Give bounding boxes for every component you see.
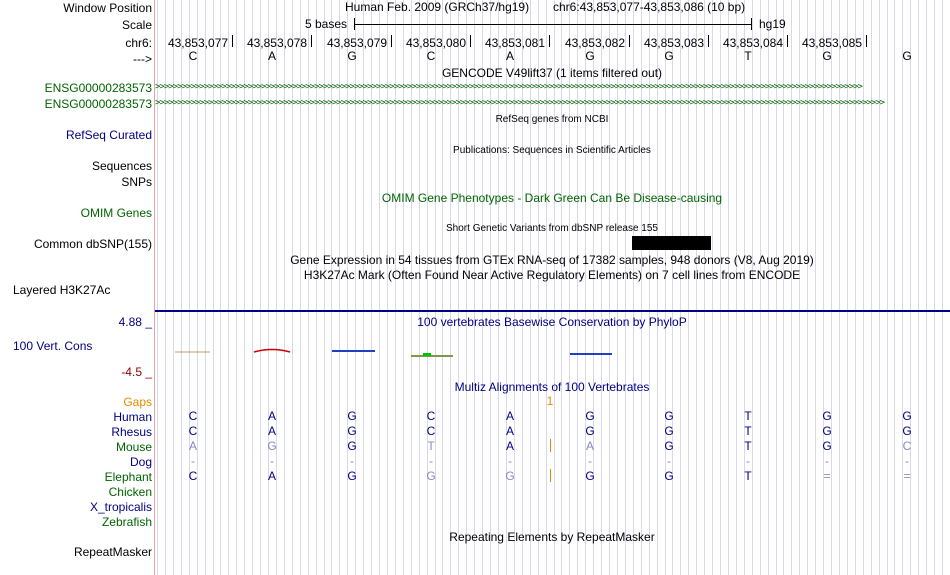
alignment-base-human: G	[822, 409, 832, 423]
alignment-base-mouse: A	[188, 439, 198, 453]
alignment-base-rhesus: G	[585, 424, 595, 438]
base-letter: A	[505, 49, 515, 63]
gencode-label-1[interactable]: ENSG00000283573	[44, 81, 152, 95]
species-xtropicalis-label: X_tropicalis	[89, 500, 152, 514]
cons-max-label: 4.88 _	[118, 315, 152, 329]
position-tick-label: 43,853,085	[801, 36, 862, 50]
alignment-base-rhesus: T	[744, 424, 752, 438]
sequences-label[interactable]: Sequences	[91, 159, 152, 173]
alignment-base-elephant: =	[823, 469, 831, 483]
refseq-track-title: RefSeq genes from NCBI	[495, 114, 609, 125]
scale-db: hg19	[759, 17, 786, 31]
position-tick-label: 43,853,082	[564, 36, 625, 50]
gencode-label-2[interactable]: ENSG00000283573	[44, 97, 152, 111]
dbsnp-variant-block[interactable]	[632, 236, 711, 250]
base-letter: G	[347, 49, 357, 63]
alignment-base-elephant: C	[188, 469, 198, 483]
species-rhesus-label: Rhesus	[111, 425, 152, 439]
position-tick-label: 43,853,078	[246, 36, 307, 50]
species-chicken-label: Chicken	[108, 485, 152, 499]
position-tick-label: 43,853,084	[722, 36, 783, 50]
base-letter: C	[188, 49, 198, 63]
chrom-label: chr6:	[125, 36, 152, 50]
cons-min-label: -4.5 _	[121, 365, 152, 379]
alignment-base-human: T	[744, 409, 752, 423]
scale-label: Scale	[121, 18, 152, 32]
species-mouse-label: Mouse	[115, 440, 152, 454]
repeatmasker-label[interactable]: RepeatMasker	[73, 545, 152, 559]
base-letter: T	[744, 49, 752, 63]
alignment-base-dog: -	[588, 454, 592, 468]
alignment-base-rhesus: G	[902, 424, 912, 438]
gencode-track-title: GENCODE V49lift37 (1 items filtered out)	[441, 66, 663, 80]
base-letter: A	[267, 49, 277, 63]
alignment-base-rhesus: G	[822, 424, 832, 438]
base-letter: G	[664, 49, 674, 63]
publications-track-title: Publications: Sequences in Scientific Articles	[453, 145, 651, 156]
alignment-base-elephant: T	[744, 469, 752, 483]
alignment-base-mouse: A	[505, 439, 515, 453]
repeatmasker-track-title: Repeating Elements by RepeatMasker	[449, 530, 655, 544]
h3k27ac-label[interactable]: Layered H3K27Ac	[13, 283, 111, 297]
alignment-base-mouse: G	[822, 439, 832, 453]
cons-track-label[interactable]: 100 Vert. Cons	[13, 339, 93, 353]
position-tick	[311, 35, 312, 47]
alignment-base-rhesus: G	[347, 424, 357, 438]
alignment-base-human: A	[505, 409, 515, 423]
alignment-base-human: A	[267, 409, 277, 423]
alignment-base-dog: -	[191, 454, 195, 468]
alignment-base-rhesus: G	[664, 424, 674, 438]
position-tick	[232, 35, 233, 47]
dbsnp-label[interactable]: Common dbSNP(155)	[33, 237, 152, 251]
position-tick	[708, 35, 709, 47]
dbsnp-track-title: Short Genetic Variants from dbSNP release 155	[446, 223, 658, 234]
gap-count: 1	[546, 394, 554, 408]
alignment-base-human: C	[426, 409, 436, 423]
scale-bar	[354, 24, 751, 25]
gencode-transcript-2[interactable]: >>>>>>>>>>>>>>>>>>>>>>>>>>>>>>>>>>>>>>>>>>>>>>>>>>>>>>>>>>>>>>>>>>>>>>>>>>>>>>>>>>>>>>>>>>>>>>>>>>>>>>>>>>>>>>>>>>>>>>>>>>>>>>>>>>>>>>>>>>>>>>>>>>>>>>>>>>>>>>>>>>>>>	[155, 99, 885, 108]
alignment-base-elephant: G	[505, 469, 515, 483]
alignment-base-rhesus: A	[267, 424, 277, 438]
base-letter: G	[822, 49, 832, 63]
alignment-base-dog: -	[905, 454, 909, 468]
position-tick	[787, 35, 788, 47]
alignment-base-human: G	[585, 409, 595, 423]
alignment-base-elephant: G	[664, 469, 674, 483]
species-dog-label: Dog	[129, 455, 152, 469]
position-tick-label: 43,853,079	[326, 36, 387, 50]
position-tick	[549, 35, 550, 47]
scale-right-tick	[751, 18, 752, 30]
region-title: chr6:43,853,077-43,853,086 (10 bp)	[553, 0, 746, 14]
position-tick	[391, 35, 392, 47]
track-data-area[interactable]	[155, 0, 950, 575]
track-separator	[155, 310, 950, 312]
label-divider	[154, 0, 155, 575]
alignment-base-dog: -	[667, 454, 671, 468]
base-letter: G	[902, 49, 912, 63]
gap-marker-mouse	[550, 439, 551, 452]
phylop-conservation-plot[interactable]	[155, 340, 950, 365]
alignment-base-mouse: T	[427, 439, 435, 453]
alignment-base-mouse: T	[744, 439, 752, 453]
alignment-base-elephant: G	[585, 469, 595, 483]
alignment-base-human: G	[664, 409, 674, 423]
window-position-label: Window Position	[63, 1, 152, 15]
assembly-title: Human Feb. 2009 (GRCh37/hg19)	[345, 0, 530, 14]
alignment-base-dog: -	[746, 454, 750, 468]
position-tick	[629, 35, 630, 47]
omim-label[interactable]: OMIM Genes	[80, 206, 152, 220]
alignment-base-elephant: G	[426, 469, 436, 483]
h3k27ac-track-title: H3K27Ac Mark (Often Found Near Active Regulatory Elements) on 7 cell lines from ENCODE	[303, 268, 801, 282]
position-tick-label: 43,853,080	[405, 36, 466, 50]
base-letter: C	[426, 49, 436, 63]
alignment-base-mouse: A	[585, 439, 595, 453]
alignment-base-mouse: G	[267, 439, 277, 453]
alignment-base-dog: -	[429, 454, 433, 468]
alignment-base-dog: -	[270, 454, 274, 468]
alignment-base-elephant: =	[903, 469, 911, 483]
alignment-base-rhesus: C	[188, 424, 198, 438]
species-elephant-label: Elephant	[104, 470, 152, 484]
snps-label[interactable]: SNPs	[121, 175, 152, 189]
gtex-track-title: Gene Expression in 54 tissues from GTEx RNA-seq of 17382 samples, 948 donors (V8, Aug 2019)	[290, 253, 814, 267]
multiz-track-title: Multiz Alignments of 100 Vertebrates	[454, 380, 650, 394]
strand-label: --->	[133, 52, 152, 66]
gencode-transcript-1[interactable]: >>>>>>>>>>>>>>>>>>>>>>>>>>>>>>>>>>>>>>>>>>>>>>>>>>>>>>>>>>>>>>>>>>>>>>>>>>>>>>>>>>>>>>>>>>>>>>>>>>>>>>>>>>>>>>>>>>>>>>>>>>>>>>>>>>>>>>>>>>>>>>>>>>>>>>>>>>>>>>>>	[155, 83, 862, 92]
alignment-base-elephant: A	[267, 469, 277, 483]
position-tick-label: 43,853,077	[167, 36, 228, 50]
alignment-base-human: C	[188, 409, 198, 423]
alignment-base-dog: -	[825, 454, 829, 468]
alignment-base-dog: -	[508, 454, 512, 468]
alignment-base-mouse: G	[664, 439, 674, 453]
alignment-base-dog: -	[350, 454, 354, 468]
alignment-base-elephant: G	[347, 469, 357, 483]
phylop-track-title: 100 vertebrates Basewise Conservation by PhyloP	[417, 315, 687, 329]
alignment-base-human: G	[902, 409, 912, 423]
alignment-base-mouse: G	[347, 439, 357, 453]
refseq-label[interactable]: RefSeq Curated	[65, 128, 152, 142]
alignment-base-mouse: C	[902, 439, 912, 453]
species-human-label: Human	[113, 410, 152, 424]
alignment-base-rhesus: A	[505, 424, 515, 438]
species-zebrafish-label: Zebrafish	[101, 515, 152, 529]
omim-track-title: OMIM Gene Phenotypes - Dark Green Can Be Disease-causing	[381, 191, 723, 205]
position-tick	[470, 35, 471, 47]
alignment-base-rhesus: C	[426, 424, 436, 438]
position-tick	[866, 35, 867, 47]
track-labels	[0, 0, 154, 575]
alignment-base-human: G	[347, 409, 357, 423]
scale-text: 5 bases	[305, 17, 348, 31]
gaps-label: Gaps	[123, 395, 152, 409]
position-tick-label: 43,853,081	[484, 36, 545, 50]
position-tick-label: 43,853,083	[643, 36, 704, 50]
base-letter: G	[585, 49, 595, 63]
gap-marker-elephant	[550, 469, 551, 482]
